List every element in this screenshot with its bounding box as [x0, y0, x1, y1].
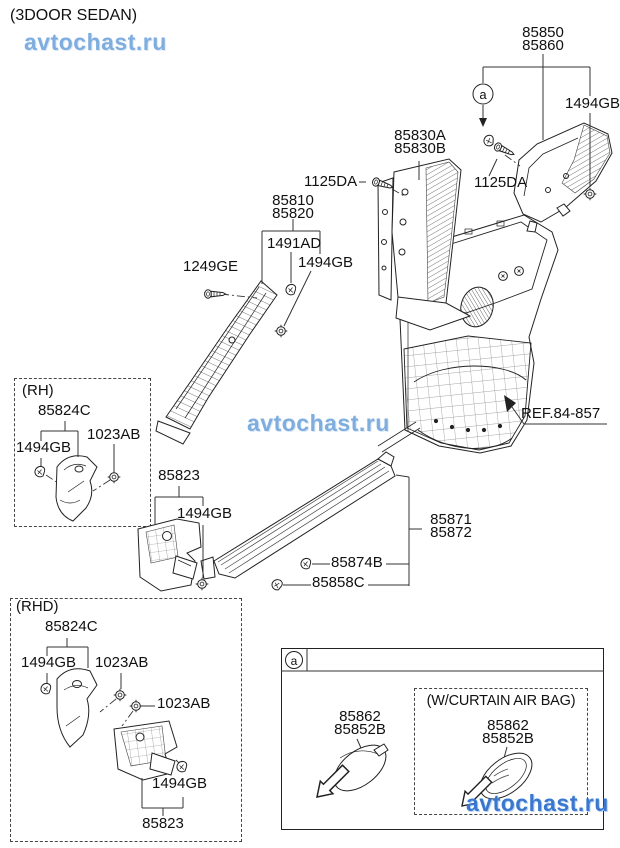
label-85852B-right: 85852B	[482, 730, 534, 747]
clip-85874B-icon	[301, 558, 311, 568]
label-85823: 85823	[158, 467, 200, 484]
label-85810: 85810	[272, 192, 314, 209]
label-85862-85852B-right	[482, 719, 534, 745]
label-85810-85820	[272, 194, 314, 220]
clip-1491AD-icon	[286, 284, 296, 294]
front-pillar-trim-drawing	[156, 281, 277, 444]
curtain-airbag-title: (W/CURTAIN AIR BAG)	[426, 693, 576, 709]
label-1494GB-top: 1494GB	[565, 95, 620, 112]
label-85830A-85830B	[394, 129, 446, 155]
label-85860: 85860	[522, 37, 564, 54]
cowl-side-trim-drawing	[138, 519, 201, 591]
label-1494GB-rh: 1494GB	[16, 439, 72, 456]
label-85823-rhd: 85823	[142, 815, 184, 832]
page-title: (3DOOR SEDAN)	[10, 7, 138, 24]
label-85850-85860	[522, 26, 564, 52]
clip-a-icon	[483, 134, 495, 147]
label-85862-left: 85862	[339, 708, 381, 725]
label-85862-85852B-left	[334, 710, 386, 736]
label-85874B: 85874B	[331, 554, 383, 571]
blanking-cover-drawing	[317, 736, 394, 800]
label-85830A: 85830A	[394, 127, 446, 144]
callout-a-box-letter: a	[290, 653, 298, 668]
label-1494GB-apillar: 1494GB	[298, 254, 354, 271]
label-85871-85872	[430, 513, 472, 539]
watermark-middle: avtochast.ru	[247, 410, 390, 436]
label-85820: 85820	[272, 205, 314, 222]
label-ref-84-857: REF.84-857	[521, 405, 601, 422]
label-1494GB-rhd1: 1494GB	[21, 654, 77, 671]
clip-85858C-icon	[271, 578, 284, 591]
rh-cowl-trim-drawing	[56, 456, 97, 521]
rh-section-title: (RH)	[22, 382, 54, 399]
callout-a-top-letter: a	[479, 87, 487, 103]
label-1494GB-rhd2: 1494GB	[152, 775, 208, 792]
label-1491AD: 1491AD	[267, 235, 322, 252]
rear-pillar-trim-drawing	[514, 123, 612, 232]
label-85862-right: 85862	[487, 717, 529, 734]
label-85858C: 85858C	[312, 574, 365, 591]
rhd-cowl-trim-drawing	[114, 721, 177, 780]
label-85850: 85850	[522, 24, 564, 41]
label-1494GB-85823: 1494GB	[177, 505, 233, 522]
rhd-pillar-trim-drawing	[57, 669, 97, 747]
label-85824C-rh: 85824C	[38, 402, 91, 419]
label-85872: 85872	[430, 524, 472, 541]
watermark-top: avtochast.ru	[24, 29, 167, 55]
clip-1494GB-rhd2-icon	[177, 761, 187, 771]
clip-1494GB-apillar-icon	[275, 325, 288, 338]
grommet-1023AB-rh-icon	[108, 471, 121, 484]
clip-1494GB-85823-icon	[196, 578, 209, 591]
label-1125DA-right: 1125DA	[474, 174, 528, 191]
label-85830B: 85830B	[394, 140, 446, 157]
label-85871: 85871	[430, 511, 472, 528]
label-85852B-left: 85852B	[334, 721, 386, 738]
label-85824C-rhd: 85824C	[45, 618, 98, 635]
clip-1494GB-rh-icon	[35, 466, 45, 476]
label-1023AB-rhd1: 1023AB	[95, 654, 149, 671]
screw-1125DA-right-icon	[493, 142, 515, 158]
label-1023AB-rhd2: 1023AB	[157, 695, 211, 712]
label-1125DA-left: 1125DA	[304, 173, 358, 190]
watermark-bottom: avtochast.ru	[466, 790, 609, 816]
label-1023AB-rh: 1023AB	[87, 426, 141, 443]
clip-1494GB-rhd1-icon	[41, 683, 51, 693]
label-1249GE: 1249GE	[183, 258, 239, 275]
screw-1249GE-icon	[205, 290, 226, 298]
grommet-1023AB-rhd2-icon	[130, 700, 143, 713]
callout-a-top	[473, 84, 493, 104]
rhd-section-title: (RHD)	[16, 598, 59, 615]
callout-a-box-header	[286, 652, 303, 669]
